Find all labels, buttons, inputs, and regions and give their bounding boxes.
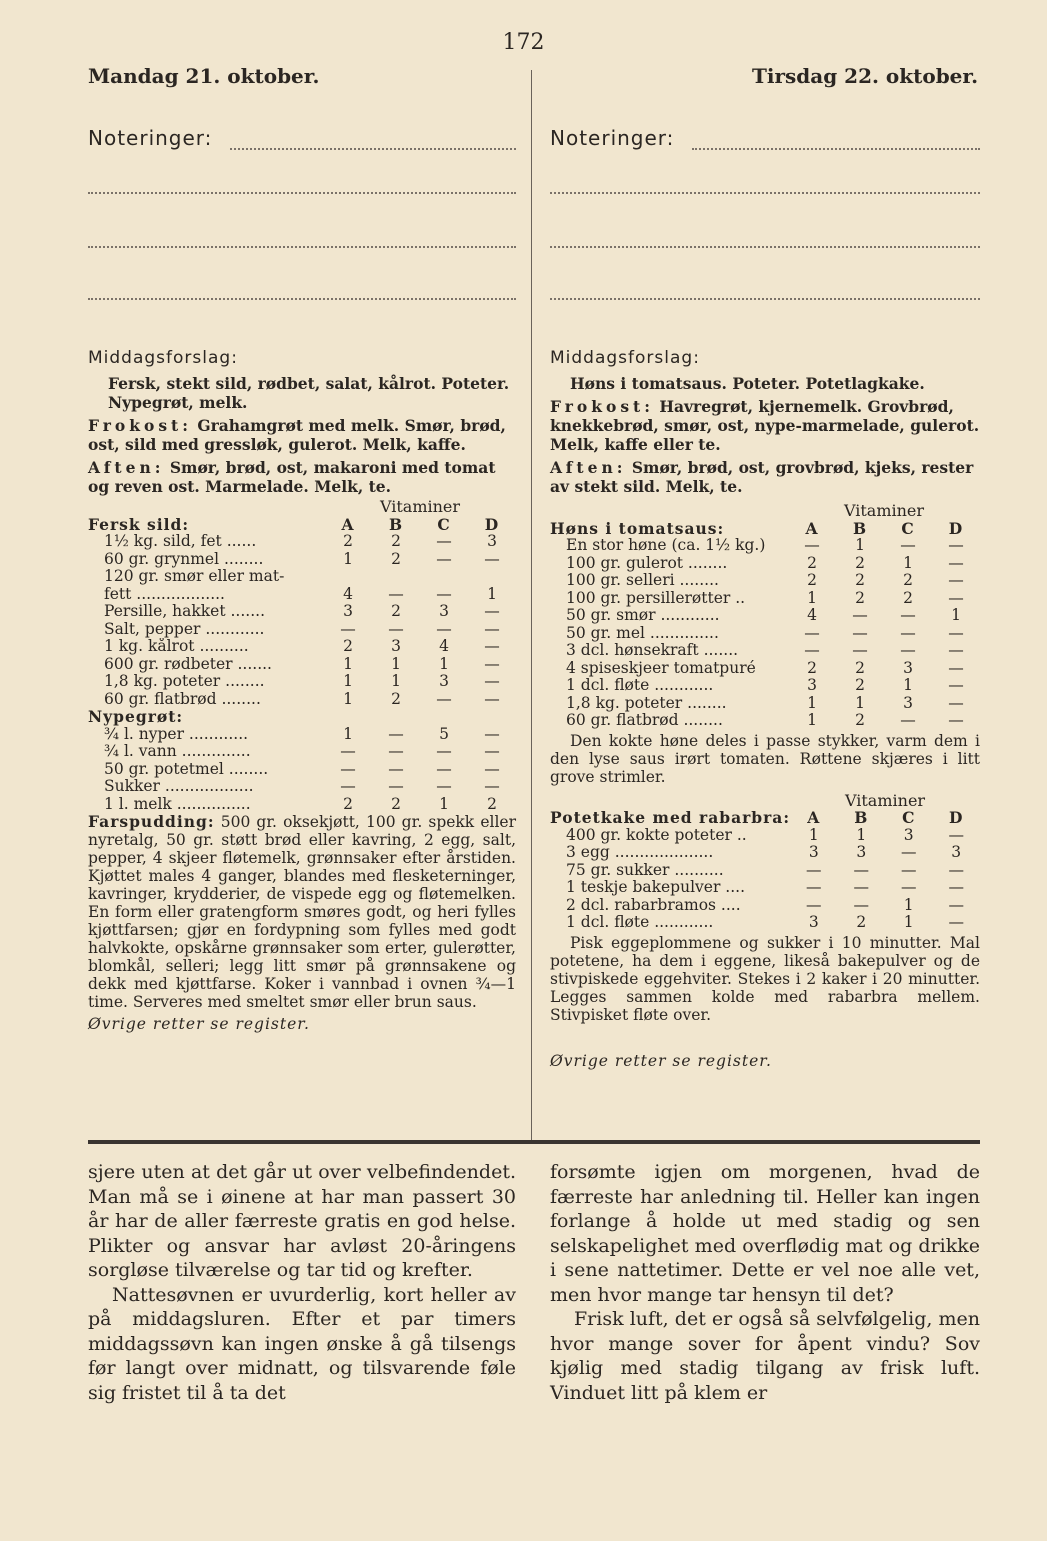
notes-label-text: Noteringer: [550,126,675,150]
notes-line [88,246,516,248]
vitamin-value-d: 3 [951,843,962,861]
article-paragraph: forsømte igjen om morgenen, hvad de færreste har anledning til. Heller kan ingen forlange å holde ut med stadig og sen selskapelighet med overflødig mat og drikke i sene nattetimer. Dette er vel noe alle vet, men hvor mange tar hensyn til det? [550,1161,980,1306]
ingredient-name: 1½ kg. sild, fet ...... [104,533,257,550]
vitamin-value-a: — [340,619,356,638]
notes-label-text: Noteringer: [88,126,213,150]
vitamin-value-d: — [484,672,500,690]
dinner-suggestion: Fersk, stekt sild, rødbet, salat, kålrot. Poteter. Nypegrøt, melk. [108,374,510,412]
vitamin-value-b: 2 [856,913,867,931]
vitamin-value-b: — [388,742,404,760]
vitamin-value-a: 1 [343,672,353,690]
ingredient-row [88,638,516,656]
vitamin-value-b: 2 [391,549,401,568]
vitamin-value-b: — [388,777,404,795]
vitamin-value-c: — [900,641,916,659]
section-title: Middagsforslag: [88,348,238,368]
recipe-title: Høns i tomatsaus: [550,518,725,538]
vitamins-label: Vitaminer [379,497,461,516]
recipe-instructions: Den kokte høne deles i passe stykker, varm dem i den lyse saus irørt tomaten. Røttene skjæres i litt grove strimler. [550,731,980,786]
recipe-table-hons [550,502,980,730]
vitamin-value-d: 1 [951,606,961,624]
recipe-title: Fersk sild: [88,514,190,534]
vitamin-value-a: — [806,878,822,896]
vitamin-value-d: — [948,825,964,844]
day-heading-tuesday: Tirsdag 22. oktober. [752,64,979,88]
day-heading-monday: Mandag 21. oktober. [88,64,320,88]
vitamin-value-c: 1 [439,654,449,673]
ingredient-name: fett .................. [104,585,225,603]
vitamin-value-a: 1 [808,825,819,844]
vitamin-value-d: — [948,658,964,677]
notes-line [692,148,980,150]
vitamin-value-a: — [804,623,820,642]
vitamin-value-b: — [853,860,870,879]
vitamin-value-a: 3 [807,676,817,694]
ingredient-name: 75 gr. sukker .......... [566,861,724,879]
ingredient-row [88,533,516,551]
ingredient-row [550,572,980,590]
vitamin-col: C [901,518,915,538]
vitamin-value-d: 2 [487,794,497,813]
vitamin-value-b: — [853,895,870,914]
vitamin-value-d: 3 [487,532,497,550]
vitamins-label: Vitaminer [844,790,926,810]
ingredient-row [550,625,980,643]
vitamin-value-b: 1 [855,693,865,712]
vitamin-value-b: — [852,641,868,659]
vitamin-value-d: — [948,913,964,931]
ingredient-name: 1 teskje bakepulver .... [566,879,746,896]
vitamin-value-b: 1 [856,825,867,844]
vitamin-value-c: 3 [903,693,913,712]
vitamin-value-d: — [484,742,500,760]
vitamin-value-c: — [900,623,916,642]
vitamin-value-c: 5 [439,724,449,743]
farspudding-text [88,813,516,1011]
vitamin-value-c: — [436,532,452,550]
vitamin-col: B [852,518,868,538]
vitamin-value-a: 1 [807,711,817,729]
vitamin-value-c: — [436,619,452,638]
vitamin-value-c: 4 [439,637,449,655]
vitamin-value-b: 2 [391,794,401,813]
ingredient-row [88,743,516,761]
farspudding-label: Farspudding: [88,812,215,831]
notes-line [88,298,516,300]
vitamin-value-a: 2 [343,794,353,813]
ingredient-row [88,761,516,779]
ingredient-name: ¾ l. vann .............. [104,743,251,760]
vitamin-value-c: 3 [439,672,449,690]
vitamin-value-c: — [436,759,452,778]
vitamin-col: D [948,518,964,538]
ingredient-row [88,656,516,674]
ingredient-name: Persille, hakket ....... [104,603,265,620]
vitamin-value-b: 2 [391,532,401,550]
vitamin-value-c: — [436,777,452,795]
ingredient-row [550,879,980,897]
vitamin-value-b: 2 [855,711,865,729]
vitamin-value-b: — [388,759,404,778]
vitamin-value-b: — [852,623,868,642]
vitamin-value-c: 1 [439,794,449,813]
vitamin-value-a: 3 [808,913,819,931]
vitamin-value-b: 2 [391,602,401,620]
article-paragraph: sjere uten at det går ut over velbefindendet. Man må se i øinene at har man passert 30 år har de aller færreste gratis en god helse. Plikter og ansvar har avløst 20-åringens sorgløse tilværelse og tar tid og krefter. [88,1161,516,1281]
ingredient-row [88,603,516,621]
ingredient-row [550,695,980,713]
ingredient-name: 50 gr. potetmel ........ [104,760,269,778]
farspudding-body: 500 gr. oksekjøtt, 100 gr. spekk eller nyretalg, 50 gr. støtt brød eller kavring, 2 egg, salt, pepper, 4 skjeer fløtemelk, grønnsaker efter årstiden. Kjøttet males 4 ganger, blandes med flesketerninger, kavringer, krydderier, de vispede egg og fløtemelken. En form eller gratengform smøres godt, og heri fylles kjøttfarsen; gjør en fordypning som fylles med godt halvkokte, opskårne grønnsaker som erter, gulerøtter, blomkål, selleri; legg litt smør på grønnsakene og dekk med kjøttfarse. Koker i vannbad i ovnen ¾—1 time. Serveres med smeltet smør eller brun saus. [88,813,516,1011]
vitamin-value-c: 3 [903,825,914,844]
ingredient-row [550,844,980,862]
notes-line [550,298,980,300]
vitamin-value-a: 1 [343,549,353,568]
recipe-title: Potetkake med rabarbra: [550,808,791,827]
vitamin-value-d: — [948,693,964,712]
evening-label: Aften: [88,458,165,477]
ingredient-name: 1,8 kg. poteter ........ [104,673,265,690]
notes-label-left [88,126,212,150]
ingredient-row [550,914,980,932]
vitamin-value-b: 2 [855,571,865,589]
vitamin-value-d: — [948,553,964,572]
vitamin-value-d: — [484,759,500,778]
vitamin-value-d: — [948,711,964,729]
vitamin-value-c: 3 [439,602,449,620]
vitamin-col: A [807,808,821,827]
vitamin-value-d: — [948,641,964,659]
vitamin-value-d: — [484,637,500,655]
vitamin-value-c: 1 [903,895,914,914]
ingredient-name: 50 gr. smør ............ [566,607,720,624]
ingredient-row [550,590,980,608]
ingredient-row [88,691,516,709]
notes-line [88,192,516,194]
vitamin-value-a: 1 [807,693,817,712]
vitamin-value-d: — [484,724,500,743]
horizontal-rule [88,1140,980,1144]
vitamin-col: C [902,808,916,827]
ingredient-name: 60 gr. flatbrød ........ [566,712,723,729]
vitamin-value-a: 2 [343,532,353,550]
ingredient-row [550,862,980,880]
vitamin-value-d: 1 [487,584,497,603]
breakfast-text: Havregrøt, kjernemelk. Grovbrød, knekkebrød, smør, ost, nype-marmelade, gulerot. Melk, kaffe eller te. [550,397,980,454]
vitamin-value-d: — [484,654,500,673]
vitamin-value-c: 1 [903,913,914,931]
vitamin-value-d: — [484,549,500,568]
ingredient-name: 3 dcl. hønsekraft ....... [566,642,739,659]
vitamin-value-c: — [900,711,916,729]
ingredient-row [88,796,516,814]
ingredient-name: 60 gr. grynmel ........ [104,550,264,568]
ingredient-name: ¾ l. nyper ............ [104,725,249,743]
vitamin-value-c: — [436,742,452,760]
dinner-suggestion: Høns i tomatsaus. Poteter. Potetlagkake. [570,374,925,393]
vitamin-value-b: 2 [855,676,865,694]
vitamin-value-c: 1 [903,553,913,572]
evening-line [88,458,516,496]
vitamin-value-d: — [948,860,964,879]
evening-line [550,458,980,496]
ingredient-name: 600 gr. rødbeter ....... [104,655,272,673]
page-number: 172 [502,30,545,55]
vitamin-value-c: — [900,606,916,624]
ingredient-name: 3 egg .................... [566,844,714,861]
vitamins-label: Vitaminer [843,501,925,520]
ingredient-row [550,660,980,678]
vitamin-value-c: — [436,584,452,603]
vitamin-value-b: 2 [391,689,401,708]
vitamin-value-c: — [436,689,452,708]
ingredient-name: 1 dcl. fløte ............ [566,914,714,931]
vitamin-value-a: 4 [343,584,353,603]
vitamin-value-d: — [948,895,964,914]
vitamin-col: A [341,514,355,534]
vitamin-value-d: — [948,536,964,554]
vitamin-value-c: — [900,878,917,896]
vitamin-value-b: — [388,724,404,743]
vitamin-value-a: 2 [807,571,817,589]
vitamin-value-a: 2 [807,658,817,677]
ingredient-row [550,897,980,915]
vitamin-value-b: 2 [855,588,865,607]
article-paragraph: Nattesøvnen er uvurderlig, kort heller av på middagsluren. Efter et par timers middagssøvn kan ingen ønske å gå tilsengs før langt over midnatt, og tilsvarende føle sig fristet til å ta det [88,1283,516,1404]
article-paragraph: Frisk luft, det er også så selvfølgelig, men hvor mange sover for åpent vindu? Sov kjølig med stadig tilgang av frisk luft. Vinduet litt på klem er [550,1308,980,1404]
vitamin-value-c: 2 [903,571,913,589]
evening-text: Smør, brød, ost, grovbrød, kjeks, rester av stekt sild. Melk, te. [550,458,974,496]
vitamin-col: D [949,808,964,827]
vitamin-value-a: 3 [343,602,353,620]
recipe-table-fersk-sild [88,498,516,813]
vitamin-value-a: — [340,742,356,760]
ingredient-name: 1 dcl. fløte ............ [566,677,714,694]
ingredient-name: 60 gr. flatbrød ........ [104,690,261,708]
notes-line [550,192,980,194]
article-left [88,1160,516,1405]
vitamin-value-d [468,568,516,586]
vitamin-value-a: — [340,777,356,795]
vitamin-value-c: — [436,549,452,568]
vitamin-col: B [388,514,404,534]
vitamin-value-c: — [900,860,917,879]
vitamin-value-a: 1 [807,588,817,607]
ingredient-row [88,621,516,639]
recipe-title: Nypegrøt: [88,707,184,726]
vitamin-value-a [324,568,372,586]
vitamin-value-a: 2 [343,637,353,655]
notes-label-right [550,126,674,150]
vitamin-value-b: 3 [391,637,401,655]
ingredient-row [550,677,980,695]
vitamin-value-d: — [484,602,500,620]
vitamin-value-d: — [484,777,500,795]
vitamin-value-a: 2 [807,553,817,572]
vitamin-value-d: — [484,689,500,708]
ingredient-name: Sukker .................. [104,778,254,795]
ingredient-name: 400 gr. kokte poteter .. [566,826,747,844]
vitamin-value-a: — [804,641,820,659]
vitamin-value-a: — [804,536,820,554]
vitamin-value-d: — [948,571,964,589]
breakfast-label: Frokost: [550,397,654,416]
breakfast-line [550,397,980,454]
vitamin-value-b: — [852,606,868,624]
vitamin-value-b: 1 [391,672,401,690]
vitamin-value-b: — [388,584,404,603]
vitamin-value-a: — [806,860,822,879]
notes-line [550,246,980,248]
vitamin-value-a: 4 [807,606,817,624]
vitamin-value-c [420,568,468,586]
evening-text: Smør, brød, ost, makaroni med tomat og reven ost. Marmelade. Melk, te. [88,458,496,496]
vitamin-value-b: — [388,619,404,638]
vitamin-value-d: — [484,619,500,638]
breakfast-line [88,416,516,454]
vitamin-value-b: 1 [855,536,865,554]
vitamin-col: D [484,514,500,534]
ingredient-row [88,673,516,691]
vitamin-value-b: 2 [855,658,865,677]
ingredient-row [550,607,980,625]
ingredient-row [88,586,516,604]
vitamin-value-d: — [948,623,964,642]
vitamin-value-a: — [340,759,356,778]
ingredient-row [550,827,980,845]
vitamin-value-c: 2 [903,588,913,607]
vitamin-col: B [854,808,869,827]
vitamin-value-c: — [900,536,916,554]
ingredient-name: Salt, pepper ............ [104,620,265,638]
ingredient-row [550,642,980,660]
recipe-instructions: Pisk eggeplommene og sukker i 10 minutter. Mal potetene, ha dem i eggene, likeså bakepulver og de stivpiskede eggehviter. Stekes i 2 kaker i 20 minutter. Legges sammen kolde med rabarbra mellem. Stivpisket fløte over. [550,933,980,1024]
ingredient-row [550,555,980,573]
breakfast-label: Frokost: [88,416,192,435]
evening-label: Aften: [550,458,627,477]
notes-line [230,148,516,150]
vitamin-value-b: 2 [855,553,865,572]
menu-right [550,348,980,1070]
register-note: Øvrige retter se register. [88,1015,310,1033]
recipe-table-potetkake [550,792,980,932]
ingredient-name: En stor høne (ca. 1½ kg.) [566,537,766,554]
vitamin-value-a: 1 [343,724,353,743]
ingredient-name: 100 gr. persillerøtter .. [566,589,746,607]
ingredient-row [550,537,980,555]
ingredient-name: 120 gr. smør eller mat- [104,568,285,585]
vitamin-value-c: 3 [903,658,913,677]
ingredient-row [88,568,516,586]
vitamin-value-b: — [853,878,870,896]
vitamin-value-d: — [948,878,964,896]
vitamin-value-b: 3 [856,843,867,861]
vitamin-value-a: 1 [343,689,353,708]
ingredient-name: 100 gr. selleri ........ [566,572,719,589]
ingredient-row [88,551,516,569]
column-divider [531,70,532,1140]
ingredient-row [550,712,980,730]
ingredient-name: 2 dcl. rabarbramos .... [566,896,741,914]
ingredient-name: 50 gr. mel .............. [566,624,719,642]
vitamin-value-c: — [900,843,917,861]
ingredient-name: 1 kg. kålrot .......... [104,638,249,655]
ingredient-row [88,726,516,744]
vitamin-value-b: 1 [391,654,401,673]
ingredient-name: 1,8 kg. poteter ........ [566,694,727,712]
article-right [550,1160,980,1405]
vitamin-value-b [372,568,420,586]
menu-left [88,348,516,1033]
ingredient-name: 4 spiseskjeer tomatpuré [566,659,756,677]
section-title: Middagsforslag: [550,348,700,368]
vitamin-value-d: — [948,588,964,607]
vitamin-value-d: — [948,676,964,694]
vitamin-col: C [437,514,451,534]
breakfast-text: Grahamgrøt med melk. Smør, brød, ost, sild med gressløk, gulerot. Melk, kaffe. [88,416,506,454]
ingredient-name: 1 l. melk ............... [104,795,251,813]
vitamin-value-a: 3 [808,843,819,861]
register-note: Øvrige retter se register. [550,1051,772,1070]
ingredient-name: 100 gr. gulerot ........ [566,554,728,572]
vitamin-col: A [805,518,819,538]
vitamin-value-a: — [806,895,822,914]
ingredient-row [88,778,516,796]
vitamin-value-a: 1 [343,654,353,673]
vitamin-value-c: 1 [903,676,913,694]
